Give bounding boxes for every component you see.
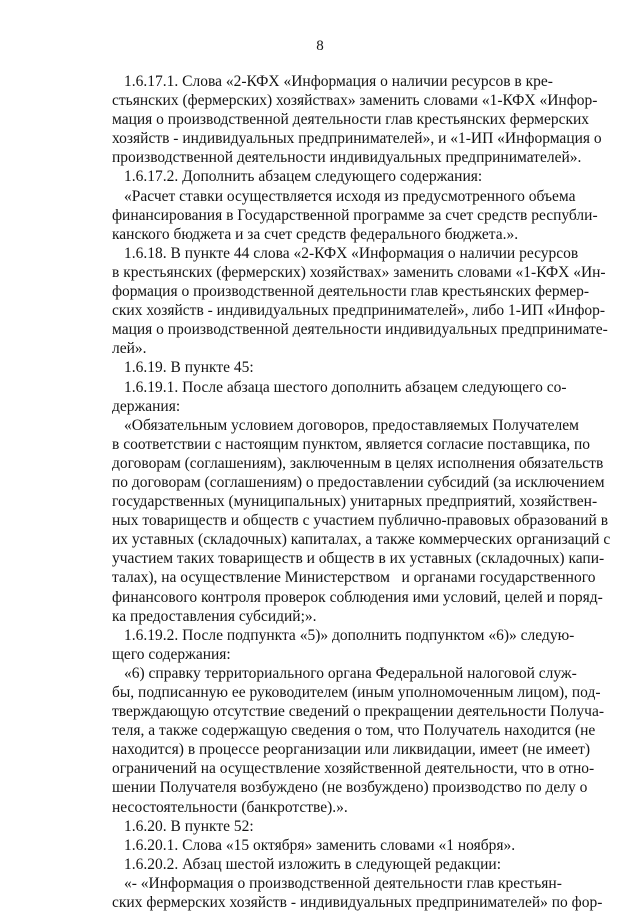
text-line: хозяйств - индивидуальных предпринимателей», и «1-ИП «Информация о [112, 130, 602, 148]
page-number: 8 [316, 38, 324, 54]
text-line: производственной деятельности индивидуальных предпринимателей». [112, 149, 582, 167]
text-line: тверждающую отсутствие сведений о прекращении деятельности Получа- [112, 703, 605, 721]
text-line: щего содержания: [112, 645, 231, 663]
document-body [112, 72, 611, 912]
text-line: бы, подписанную ее руководителем (иным уполномоченным лицом), под- [112, 684, 601, 701]
text-line: стьянских (фермерских) хозяйствах» заменить словами «1-КФХ «Инфор- [112, 92, 598, 110]
text-line: в соответствии с настоящим пунктом, является согласие поставщика, по [112, 435, 591, 453]
text-line: формация о производственной деятельности глав крестьянских фермер- [112, 283, 590, 301]
text-line: находится) в процессе реорганизации или ликвидации, имеет (не имеет) [112, 741, 591, 759]
text-line: 1.6.17.1. Слова «2-КФХ «Информация о наличии ресурсов в кре- [124, 73, 553, 90]
text-line: несостоятельности (банкротстве).». [112, 798, 348, 816]
text-line: лей». [112, 340, 147, 358]
text-line: мация о производственной деятельности глав крестьянских фермерских [112, 111, 590, 129]
text-line: финансового контроля проверок соблюдения ими условий, целей и поряд- [112, 588, 603, 606]
text-line: держания: [112, 397, 181, 415]
text-line: ных товариществ и обществ с участием публично-правовых образований в [112, 512, 609, 530]
text-line: шении Получателя возбуждено (не возбуждено) производство по делу о [112, 779, 588, 797]
text-line: ка предоставления субсидий;». [112, 607, 317, 625]
text-line: «6) справку территориального органа Федеральной налоговой служ- [124, 664, 577, 682]
text-line: 1.6.19.2. После подпункта «5)» дополнить подпунктом «6)» следую- [124, 626, 575, 644]
text-line: финансирования в Государственной программе за счет средств республи- [112, 206, 598, 224]
text-line: в крестьянских (фермерских) хозяйствах» заменить словами «1-КФХ «Ин- [112, 263, 606, 281]
text-line: ских хозяйств - индивидуальных предпринимателей», либо 1-ИП «Инфор- [112, 302, 606, 320]
text-line: канского бюджета и за счет средств федерального бюджета.». [112, 225, 519, 243]
text-line: государственных (муниципальных) унитарных предприятий, хозяйствен- [112, 493, 598, 511]
text-line: по договорам (соглашениям) о предоставлении субсидий (за исключением [112, 473, 605, 491]
text-line: 1.6.19. В пункте 45: [124, 359, 254, 377]
text-line: 1.6.19.1. После абзаца шестого дополнить абзацем следующего со- [124, 378, 567, 396]
text-line: ограничений на осуществление хозяйственной деятельности, что в отно- [112, 760, 595, 778]
text-line: талах), на осуществление Министерством и органами государственного [112, 569, 596, 587]
text-line: мация о производственной деятельности индивидуальных предпринимате- [112, 321, 608, 339]
text-line: «Расчет ставки осуществляется исходя из предусмотренного объема [124, 187, 576, 205]
text-line: «Обязательным условием договоров, предоставляемых Получателем [124, 416, 579, 434]
text-line: теля, а также содержащую сведения о том, что Получатель находится (не [112, 722, 596, 740]
text-line: 1.6.18. В пункте 44 слова «2-КФХ «Информация о наличии ресурсов [124, 244, 579, 262]
text-line: 1.6.20. В пункте 52: [124, 817, 254, 835]
text-line: участием таких товариществ и обществ в их уставных (складочных) капи- [112, 550, 605, 568]
text-line: 1.6.17.2. Дополнить абзацем следующего содержания: [124, 168, 483, 186]
text-line: 1.6.20.1. Слова «15 октября» заменить словами «1 ноября». [124, 836, 516, 854]
text-line: «- «Информация о производственной деятельности глав крестьян- [124, 874, 562, 892]
text-line: 1.6.20.2. Абзац шестой изложить в следующей редакции: [124, 855, 501, 873]
text-line: ских фермерских хозяйств - индивидуальных предпринимателей» по фор- [112, 894, 603, 912]
text-line: договорам (соглашениям), заключенным в целях исполнения обязательств [112, 454, 604, 472]
text-line: их уставных (складочных) капиталах, а также коммерческих организаций с [112, 531, 611, 549]
